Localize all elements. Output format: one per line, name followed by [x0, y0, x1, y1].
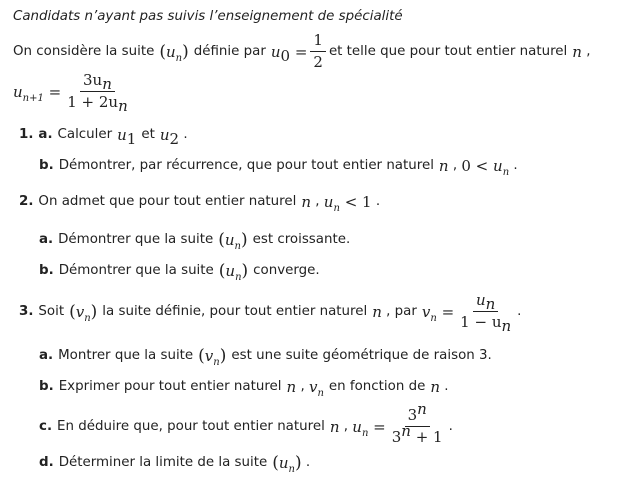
q3b-label: b.	[39, 379, 54, 394]
question-3: 3. Soit ( $v_n$ ) la suite définie, pour tout entier naturel n , par $v_n$ = $\frac{u_n}{1 - u_n}$ .	[19, 291, 522, 335]
u0-fraction: $\frac{1}{2}$	[310, 32, 326, 71]
intro-line: On considère la suite ( $u_n$ ) définie par $u_0$ = $\frac{1}{2}$ et telle que pour tout entier naturel n ,	[13, 31, 591, 71]
question-3b: b. Exprimer pour tout entier naturel n , $v_n$ en fonction de n .	[39, 378, 449, 399]
q1-number: 1.	[19, 127, 34, 142]
question-3d: d. Déterminer la limite de la suite ( $u_n$ ) .	[39, 453, 311, 475]
intro-text-3: et telle que pour tout entier naturel	[328, 43, 568, 59]
q1b-label: b.	[39, 158, 54, 173]
question-2a: a. Démontrer que la suite ( $u_n$ ) est croissante.	[39, 230, 351, 252]
q1a-label: a.	[38, 127, 53, 142]
question-3a: a. Montrer que la suite ( $v_n$ ) est une suite géométrique de raison 3.	[39, 346, 492, 368]
q2-text: On admet que pour tout entier naturel	[38, 194, 297, 209]
q1b-text: Démontrer, par récurrence, que pour tout entier naturel	[58, 158, 434, 173]
q3c-label: c.	[39, 418, 53, 434]
question-1a: 1. a. Calculer $u_1$ et $u_2$ .	[19, 126, 188, 148]
recurrence-formula: $u_{n+1}$ = $\frac{3u_n}{1 + 2u_n}$	[13, 72, 134, 111]
question-2b: b. Démontrer que la suite ( $u_n$ ) converge.	[39, 261, 320, 283]
recurrence-fraction: $\frac{3u_n}{1 + 2u_n}$	[67, 71, 128, 115]
question-3c: c. En déduire que, pour tout entier naturel n , $u_n$ = $\frac{3^n}{3^n + 1}$ .	[39, 400, 453, 446]
intro-text-1: On considère la suite	[13, 43, 155, 59]
q3a-label: a.	[39, 348, 54, 363]
q1a-text: Calculer	[57, 127, 113, 142]
q3-number: 3.	[19, 303, 34, 319]
question-1b: b. Démontrer, par récurrence, que pour tout entier naturel n , 0 < $u_n$ .	[39, 157, 518, 178]
exercise-heading	[13, 8, 403, 26]
un-fraction: $\frac{3^n}{3^n + 1}$	[391, 400, 443, 446]
heading-text: Candidats n’ayant pas suivis l’enseignement de spécialité	[13, 9, 403, 24]
question-2: 2. On admet que pour tout entier naturel n , $u_n$ < 1 .	[19, 193, 381, 214]
q3d-label: d.	[39, 455, 54, 470]
v-fraction: $\frac{u_n}{1 - u_n}$	[460, 291, 512, 335]
intro-text-2: définie par	[193, 43, 266, 59]
q2b-label: b.	[39, 263, 54, 278]
q2-number: 2.	[19, 194, 34, 209]
q2a-label: a.	[39, 232, 54, 247]
